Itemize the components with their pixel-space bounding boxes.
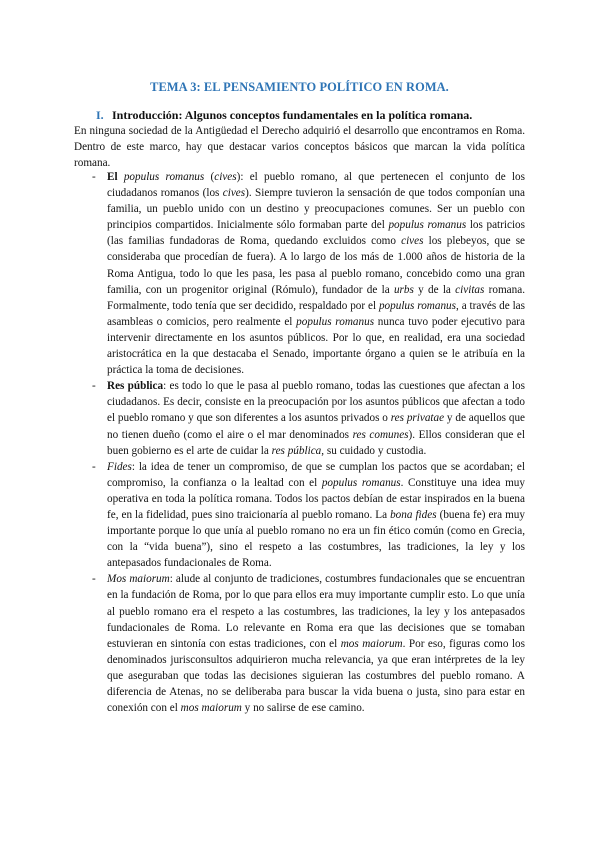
section-heading-text: Introducción: Algunos conceptos fundamentales en la política romana. bbox=[112, 108, 473, 122]
list-item-populus-romanus: - El populus romanus (cives): el pueblo romano, al que pertenecen el conjunto de los ciudadanos romanos (los cives). Siempre tuvieron la sensación de que todos componían una familia, un pueblo unido con un destino y preocupaciones comunes. Ser un pueblo con principios compartidos. Inicialmente sólo formaban parte del populus romanus los patricios (las familias fundadoras de Roma, quedando excluidos como cives los plebeyos, que se consideraba que procedían de fuera). A lo largo de los más de 1.000 años de historia de la Roma Antigua, todo lo que les pasa, les pasa al pueblo romano, concebido como una gran familia, con un progenitor original (Rómulo), fundador de la urbs y de la civitas romana. Formalmente, todo tenía que ser decidido, respaldado por el populus romanus, a través de las asambleas o comicios, pero realmente el populus romanus nunca tuvo poder ejecutivo para intervenir directamente en los asuntos públicos. Por lo que, en realidad, era una sociedad aristocrática en la que destacaba el Senado, importante órgano a quien se le atribuía en la práctica la toma de decisiones. bbox=[92, 171, 526, 377]
document-title: TEMA 3: EL PENSAMIENTO POLÍTICO EN ROMA. bbox=[150, 80, 449, 94]
list-item-res-publica: - Res pública: es todo lo que le pasa al pueblo romano, todas las cuestiones que afectan a los ciudadanos. Es decir, consiste en la preocupación por los asuntos públicos que afectan a todo el pueblo romano y que son diferentes a los asuntos privados o res privatae y de aquellos que no tienen dueño (como el aire o el mar denominados res comunes). Ellos consideran que el buen gobierno es el arte de cuidar la res pública, su cuidado y custodia. bbox=[92, 380, 526, 457]
list-bullet: - bbox=[92, 380, 96, 393]
section-number: I. bbox=[96, 108, 104, 122]
section-heading bbox=[96, 108, 472, 123]
concept-list bbox=[74, 169, 525, 716]
intro-paragraph: En ninguna sociedad de la Antigüedad el Derecho adquirió el desarrollo que encontramos en Roma. Dentro de este marco, hay que destacar varios conceptos básicos que marcan la vida política romana. bbox=[74, 125, 525, 170]
list-item-mos-maiorum: - Mos maiorum: alude al conjunto de tradiciones, costumbres fundacionales que se encuentran en la fundación de Roma, por lo que para ellos era muy importante cumplir esto. Lo que unía al pueblo romano era el respeto a las costumbres, las tradiciones, la ley y los antepasados fundacionales de Roma. Lo relevante en Roma era que las decisiones que se tomaban estuvieran en sintonía con estas tradiciones, con el mos maiorum. Por eso, figuras como los denominados jurisconsultos adquirieron mucha relevancia, ya que eran intérpretes de la ley que aseguraban que todas las decisiones siguieran las costumbres del pueblo romano. A diferencia de Atenas, no se deliberaba para buscar la vida buena o justa, sino para estar en conexión con el mos maiorum y no salirse de ese camino. bbox=[92, 573, 525, 715]
list-bullet: - bbox=[92, 171, 96, 183]
list-item-fides: - Fides: la idea de tener un compromiso, de que se cumplan los pactos que se acordaban; el compromiso, la confianza o la lealtad con el populus romanus. Constituye una idea muy operativa en toda la política romana. Todos los pactos debían de estar inspirados en la buena fe, en la fidelidad, pues sino traicionaría al pueblo romano. La bona fides (buena fe) era muy importante porque lo que unía al pueblo romano no era un fin ético común (como en Grecia, con la “vida buena”), sino el respeto a las costumbres, las tradiciones, la ley y los antepasados fundacionales de Roma. bbox=[92, 460, 525, 570]
list-bullet: - bbox=[92, 573, 96, 586]
list-bullet: - bbox=[92, 460, 96, 473]
